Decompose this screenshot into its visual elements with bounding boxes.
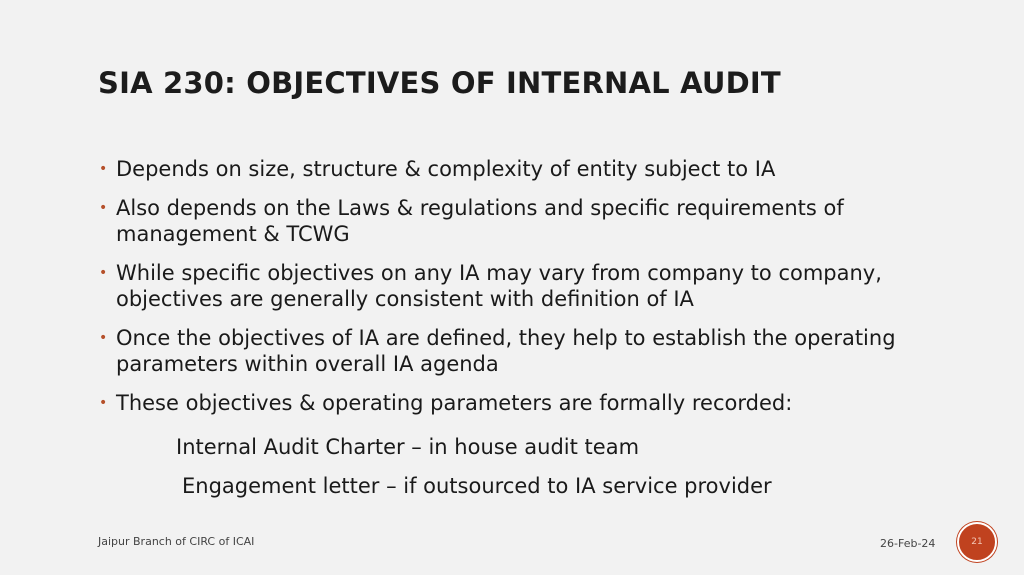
bullet-dot-icon: •	[99, 265, 108, 281]
bullet-item	[98, 260, 958, 312]
bullet-dot-icon: •	[99, 200, 108, 216]
bullet-list	[98, 156, 958, 429]
bullet-item	[98, 390, 958, 416]
footer-date: 26-Feb-24	[880, 537, 936, 550]
bullet-item	[98, 195, 958, 247]
bullet-item	[98, 156, 958, 182]
bullet-text: These objectives & operating parameters are formally recorded:	[116, 391, 793, 415]
bullet-dot-icon: •	[99, 395, 108, 411]
bullet-text: Depends on size, structure & complexity of entity subject to IA	[116, 157, 776, 181]
page-number-badge	[957, 522, 997, 562]
bullet-dot-icon: •	[99, 330, 108, 346]
subline-charter: Internal Audit Charter – in house audit team	[176, 435, 640, 459]
subline-engagement-letter: Engagement letter – if outsourced to IA service provider	[182, 474, 772, 498]
bullet-text: While specific objectives on any IA may vary from company to company, objectives are generally consistent with definition of IA	[116, 261, 882, 311]
page-number: 21	[971, 537, 983, 547]
slide-title: SIA 230: OBJECTIVES OF INTERNAL AUDIT	[98, 66, 781, 100]
bullet-item	[98, 325, 958, 377]
bullet-text: Once the objectives of IA are defined, they help to establish the operating parameters within overall IA agenda	[116, 326, 896, 376]
bullet-dot-icon: •	[99, 161, 108, 177]
footer-organization: Jaipur Branch of CIRC of ICAI	[98, 535, 255, 548]
bullet-text: Also depends on the Laws & regulations and specific requirements of management & TCWG	[116, 196, 844, 246]
